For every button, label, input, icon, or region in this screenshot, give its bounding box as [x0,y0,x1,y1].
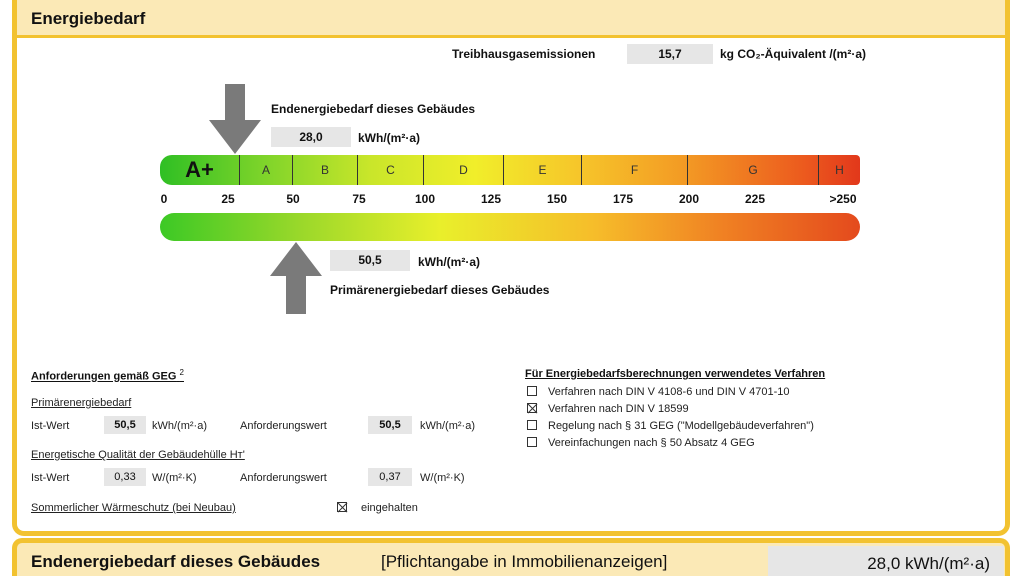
primary-ist-value: 50,5 [104,416,146,434]
page-title: Energiebedarf [31,9,146,28]
endenergie-value: 28,0 [271,127,351,147]
method-option-din-4108-checkbox[interactable] [527,386,537,396]
method-option-para-31-checkbox[interactable] [527,420,537,430]
hull-ist-unit: W/(m²·K) [152,472,197,484]
tick-25: 25 [221,192,235,206]
summer-label: Sommerlicher Wärmeschutz (bei Neubau) [31,502,236,514]
primary-ist-unit: kWh/(m²·a) [152,420,207,432]
energy-class-scale [160,155,860,185]
primary-heading: Primärenergiebedarf [31,397,132,409]
method-title: Für Energiebedarfsberechnungen verwendetes Verfahren [525,368,826,380]
method-option-para-31: Regelung nach § 31 GEG ("Modellgebäudeverfahren") [548,420,814,432]
class-b: B [293,155,358,185]
primaer-label: Primärenergiebedarf dieses Gebäudes [330,283,550,297]
primary-ist-label: Ist-Wert [31,420,70,432]
tick-225: 225 [744,192,766,206]
emission-value: 15,7 [627,44,713,64]
class-a: A [240,155,293,185]
hull-anf-label: Anforderungswert [240,472,327,484]
primary-anf-unit: kWh/(m²·a) [420,420,475,432]
class-f: F [582,155,688,185]
endenergie-unit: kWh/(m²·a) [358,131,420,145]
summary-value: 28,0 kWh/(m²·a) [768,546,1004,576]
endenergie-arrow-icon [209,84,261,154]
tick-200: 200 [678,192,700,206]
tick-100: 100 [414,192,436,206]
requirements-title: Anforderungen gemäß GEG $^2$ [31,368,184,383]
gradient-scale [160,213,860,241]
class-h: H [835,163,844,177]
summary-subtitle: [Pflichtangabe in Immobilienanzeigen] [381,552,668,571]
header-band [12,0,1010,38]
emission-unit: kg CO₂-Äquivalent /(m²·a) [720,47,867,61]
tick-50: 50 [286,192,300,206]
tick-150: 150 [546,192,568,206]
method-option-din-4108: Verfahren nach DIN V 4108-6 und DIN V 4701-10 [548,386,790,398]
class-a-plus: A+ [160,155,240,185]
summary-title: Endenergiebedarf dieses Gebäudes [31,552,321,571]
tick-250-plus: >250 [829,192,857,206]
primaerenergie-arrow-icon [270,242,322,314]
summer-status: eingehalten [361,502,418,514]
method-option-para-50: Vereinfachungen nach § 50 Absatz 4 GEG [548,437,755,449]
endenergie-label: Endenergiebedarf dieses Gebäudes [271,102,476,116]
tick-75: 75 [352,192,366,206]
summer-checkbox[interactable] [337,502,347,512]
class-c: C [358,155,424,185]
class-g: G [688,155,819,185]
tick-125: 125 [480,192,502,206]
hull-anf-unit: W/(m²·K) [420,472,465,484]
primaer-unit: kWh/(m²·a) [418,255,480,269]
hull-ist-label: Ist-Wert [31,472,70,484]
emission-label: Treibhausgasemissionen [452,47,596,61]
method-option-din-18599: Verfahren nach DIN V 18599 [548,403,689,415]
tick-175: 175 [612,192,634,206]
class-e: E [504,155,582,185]
hull-heading: Energetische Qualität der Gebäudehülle Hᴛ' [31,449,245,461]
hull-ist-value: 0,33 [104,468,146,486]
method-option-para-50-checkbox[interactable] [527,437,537,447]
hull-anf-value: 0,37 [368,468,412,486]
class-d: D [424,155,504,185]
primaer-value: 50,5 [330,250,410,271]
primary-anf-label: Anforderungswert [240,420,327,432]
method-option-din-18599-checkbox[interactable] [527,403,537,413]
tick-0: 0 [160,192,168,206]
primary-anf-value: 50,5 [368,416,412,434]
